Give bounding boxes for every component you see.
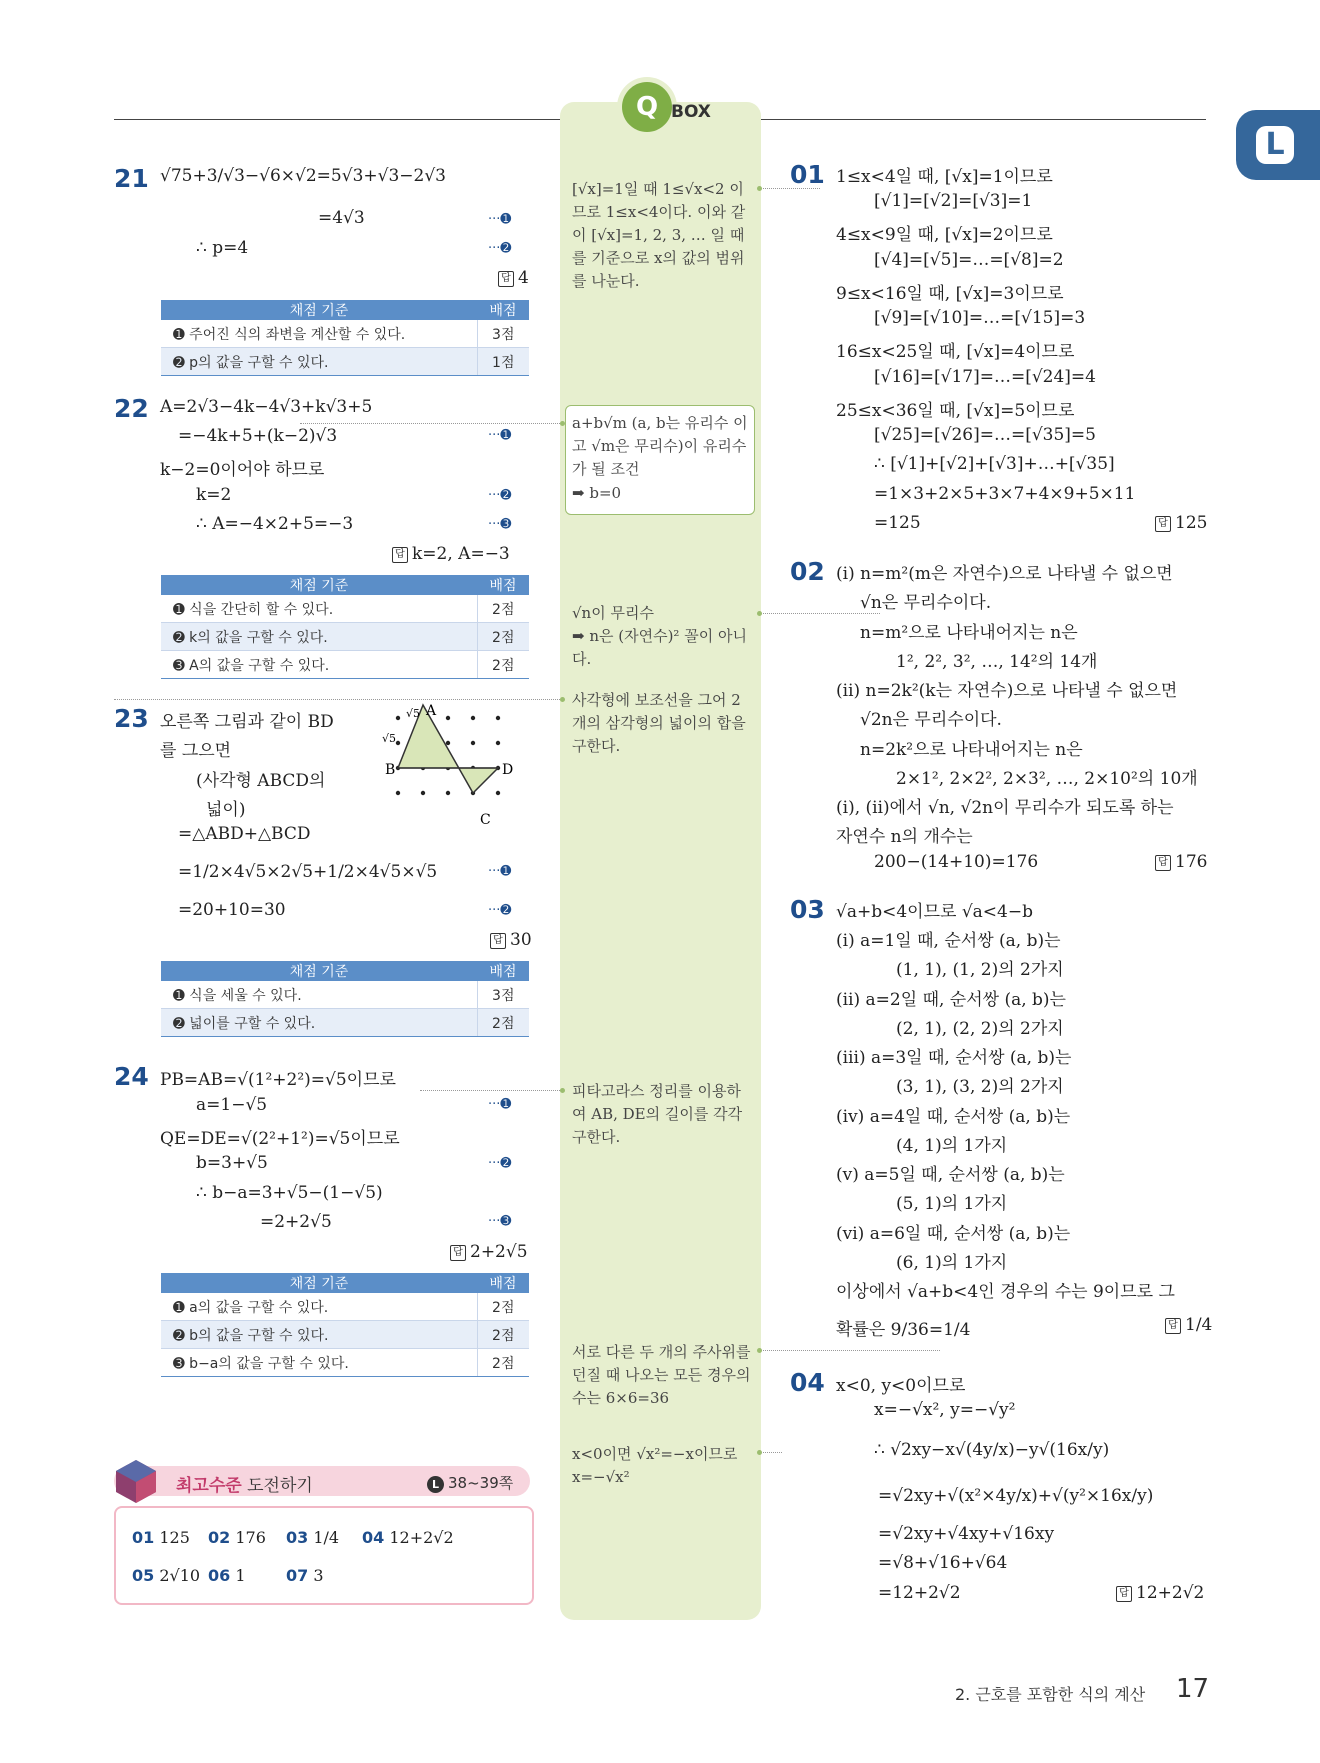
answer-value: k=2, A=−3 bbox=[412, 544, 510, 564]
qbox-badge-icon: Q bbox=[622, 82, 672, 132]
solution-line: (ⅰ) n=m²(m은 자연수)으로 나타낼 수 없으면 bbox=[836, 564, 1173, 584]
answer bbox=[490, 930, 532, 950]
quadrilateral-figure bbox=[378, 702, 534, 830]
table-header: 채점 기준 bbox=[161, 575, 477, 595]
answer-mark-icon: 답 bbox=[1155, 855, 1171, 871]
figure-label: C bbox=[480, 812, 491, 828]
connector-line bbox=[760, 1452, 782, 1453]
solution-line: =√2xy+√4xy+√16xy bbox=[878, 1524, 1055, 1544]
challenge-pages: 38~39쪽 bbox=[448, 1474, 514, 1492]
solution-line: 이상에서 √a+b<4인 경우의 수는 9이므로 그 bbox=[836, 1282, 1175, 1302]
solution-line: =−4k+5+(k−2)√3 bbox=[178, 426, 338, 446]
challenge-page-ref bbox=[427, 1472, 513, 1493]
solution-line: 2×1², 2×2², 2×3², …, 2×10²의 10개 bbox=[896, 769, 1198, 789]
step-marker: ···➋ bbox=[488, 241, 512, 256]
solution-line: QE=DE=√(2²+1²)=√5이므로 bbox=[160, 1129, 400, 1149]
connector-dot bbox=[560, 1088, 565, 1093]
scoring-table bbox=[161, 961, 529, 1037]
problem-number: 21 bbox=[114, 164, 149, 193]
connector-dot bbox=[757, 611, 762, 616]
sidebar-note: a+b√m (a, b는 유리수 이고 √m은 무리수)이 유리수가 될 조건 bbox=[572, 414, 748, 478]
table-cell: ➊ 주어진 식의 좌변을 계산할 수 있다. bbox=[161, 320, 477, 348]
solution-line: ∴ [√1]+[√2]+[√3]+…+[√35] bbox=[874, 454, 1115, 474]
sidebar-note: 피타고라스 정리를 이용하여 AB, DE의 길이를 각각 구한다. bbox=[572, 1082, 743, 1146]
problem-number: 23 bbox=[114, 704, 149, 733]
connector-line bbox=[760, 1350, 940, 1351]
figure-label: B bbox=[385, 762, 396, 778]
answer-value: 1/4 bbox=[1185, 1315, 1213, 1335]
answer-value: 4 bbox=[518, 268, 529, 288]
step-marker: ···➊ bbox=[488, 212, 512, 227]
solution-line: [√25]=[√26]=…=[√35]=5 bbox=[874, 425, 1096, 445]
table-header: 채점 기준 bbox=[161, 300, 477, 320]
solution-line: k−2=0이어야 하므로 bbox=[160, 460, 325, 480]
sidebar-note: [√x]=1일 때 1≤√x<2 이므로 1≤x<4이다. 이와 같이 [√x]=1, 2, 3, … 일 때를 기준으로 x의 값의 범위를 나눈다. bbox=[572, 180, 746, 290]
table-cell: 2점 bbox=[477, 1009, 529, 1037]
table-cell: ➋ 넓이를 구할 수 있다. bbox=[161, 1009, 477, 1037]
table-cell: ➋ b의 값을 구할 수 있다. bbox=[161, 1321, 477, 1349]
table-cell: 2점 bbox=[477, 651, 529, 679]
challenge-item: 04 12+2√2 bbox=[362, 1528, 454, 1547]
answer-value: 125 bbox=[1175, 513, 1208, 533]
solution-line: =4√3 bbox=[318, 208, 365, 228]
table-cell: ➋ p의 값을 구할 수 있다. bbox=[161, 348, 477, 376]
solution-line: =125 bbox=[874, 513, 921, 533]
challenge-item: 03 1/4 bbox=[286, 1528, 340, 1547]
solution-line: √2n은 무리수이다. bbox=[860, 710, 1002, 730]
table-cell: ➊ 식을 세울 수 있다. bbox=[161, 981, 477, 1009]
solution-line: b=3+√5 bbox=[196, 1153, 268, 1173]
answer bbox=[392, 544, 510, 564]
solution-line: A=2√3−4k−4√3+k√3+5 bbox=[160, 397, 373, 417]
answer-mark-icon: 답 bbox=[1155, 516, 1171, 532]
table-cell: 1점 bbox=[477, 348, 529, 376]
table-cell: 2점 bbox=[477, 595, 529, 623]
solution-line: =√8+√16+√64 bbox=[878, 1553, 1008, 1573]
solution-line: √75+3/√3−√6×√2=5√3+√3−2√3 bbox=[160, 166, 446, 186]
connector-dot bbox=[560, 421, 565, 426]
solution-line: 9≤x<16일 때, [√x]=3이므로 bbox=[836, 284, 1064, 304]
table-cell: 2점 bbox=[477, 1293, 529, 1321]
solution-line: (ⅵ) a=6일 때, 순서쌍 (a, b)는 bbox=[836, 1224, 1071, 1244]
solution-line: (6, 1)의 1가지 bbox=[896, 1253, 1008, 1273]
connector-line bbox=[760, 613, 880, 614]
step-marker: ···➌ bbox=[488, 517, 512, 532]
table-header: 채점 기준 bbox=[161, 961, 477, 981]
step-marker: ···➋ bbox=[488, 1156, 512, 1171]
solution-line: ∴ b−a=3+√5−(1−√5) bbox=[196, 1183, 383, 1203]
solution-line: (2, 1), (2, 2)의 2가지 bbox=[896, 1019, 1064, 1039]
table-cell: ➌ A의 값을 구할 수 있다. bbox=[161, 651, 477, 679]
sidebar-note: ➡ b=0 bbox=[572, 484, 622, 502]
scoring-table bbox=[161, 300, 529, 376]
step-marker: ···➋ bbox=[488, 488, 512, 503]
solution-line: 를 그으면 bbox=[160, 741, 232, 761]
qbox-label: BOX bbox=[671, 102, 711, 122]
table-header: 배점 bbox=[477, 300, 529, 320]
answer bbox=[1155, 852, 1207, 872]
answer bbox=[450, 1242, 528, 1262]
challenge-title-rest: 도전하기 bbox=[241, 1476, 313, 1496]
answer-value: 30 bbox=[510, 930, 532, 950]
step-marker: ···➊ bbox=[488, 1097, 512, 1112]
answer bbox=[498, 268, 529, 288]
sidebar-note: x<0이면 √x²=−x이므로 x=−√x² bbox=[572, 1445, 738, 1486]
connector-dot bbox=[560, 697, 565, 702]
solution-line: (3, 1), (3, 2)의 2가지 bbox=[896, 1077, 1064, 1097]
solution-line: 200−(14+10)=176 bbox=[874, 852, 1039, 872]
solution-line: (ⅴ) a=5일 때, 순서쌍 (a, b)는 bbox=[836, 1165, 1065, 1185]
level-l-icon: L bbox=[1256, 126, 1294, 164]
challenge-item: 05 2√10 bbox=[132, 1566, 201, 1585]
sidebar-note: 사각형에 보조선을 그어 2개의 삼각형의 넓이의 합을 구한다. bbox=[572, 691, 746, 755]
solution-line: 16≤x<25일 때, [√x]=4이므로 bbox=[836, 342, 1075, 362]
table-cell: 3점 bbox=[477, 981, 529, 1009]
solution-line: (ⅱ) n=2k²(k는 자연수)으로 나타낼 수 없으면 bbox=[836, 681, 1178, 701]
problem-number: 22 bbox=[114, 394, 149, 423]
challenge-title-bold: 최고수준 bbox=[176, 1476, 242, 1496]
figure-label: √5 bbox=[406, 707, 421, 720]
solution-line: (ⅰ), (ⅱ)에서 √n, √2n이 무리수가 되도록 하는 bbox=[836, 798, 1174, 818]
figure-label: A bbox=[426, 703, 437, 719]
solution-line: (ⅳ) a=4일 때, 순서쌍 (a, b)는 bbox=[836, 1107, 1071, 1127]
solution-line: PB=AB=√(1²+2²)=√5이므로 bbox=[160, 1070, 396, 1090]
table-header: 배점 bbox=[477, 575, 529, 595]
problem-number: 24 bbox=[114, 1062, 149, 1091]
solution-line: (사각형 ABCD의 bbox=[196, 771, 326, 791]
chapter-title: 2. 근호를 포함한 식의 계산 bbox=[955, 1685, 1146, 1704]
solution-line: x=−√x², y=−√y² bbox=[874, 1400, 1016, 1420]
connector-line bbox=[114, 699, 562, 700]
solution-line: =△ABD+△BCD bbox=[178, 824, 311, 844]
solution-line: n=m²으로 나타내어지는 n은 bbox=[860, 623, 1078, 643]
problem-number: 03 bbox=[790, 895, 825, 924]
step-marker: ···➋ bbox=[488, 903, 512, 918]
solution-line: k=2 bbox=[196, 485, 232, 505]
solution-line: [√1]=[√2]=[√3]=1 bbox=[874, 191, 1033, 211]
answer-mark-icon: 답 bbox=[1116, 1586, 1132, 1602]
solution-line: ∴ p=4 bbox=[196, 238, 249, 258]
sidebar-note: 서로 다른 두 개의 주사위를 던질 때 나오는 모든 경우의 수는 6×6=36 bbox=[572, 1343, 751, 1407]
level-circle-icon: L bbox=[427, 1476, 444, 1493]
solution-line: n=2k²으로 나타내어지는 n은 bbox=[860, 740, 1083, 760]
solution-line: √a+b<4이므로 √a<4−b bbox=[836, 902, 1033, 922]
challenge-item: 01 125 bbox=[132, 1528, 190, 1547]
challenge-item: 07 3 bbox=[286, 1566, 324, 1585]
solution-line: [√4]=[√5]=…=[√8]=2 bbox=[874, 250, 1064, 270]
answer-mark-icon: 답 bbox=[498, 271, 514, 287]
connector-dot bbox=[757, 186, 762, 191]
solution-line: x<0, y<0이므로 bbox=[836, 1376, 966, 1396]
solution-line: (ⅲ) a=3일 때, 순서쌍 (a, b)는 bbox=[836, 1048, 1072, 1068]
answer bbox=[1116, 1583, 1204, 1603]
challenge-title bbox=[176, 1471, 313, 1496]
solution-line: (1, 1), (1, 2)의 2가지 bbox=[896, 960, 1064, 980]
cube-icon bbox=[114, 1458, 158, 1504]
connector-dot bbox=[757, 1450, 762, 1455]
answer-mark-icon: 답 bbox=[450, 1245, 466, 1261]
table-header: 배점 bbox=[477, 961, 529, 981]
table-cell: 2점 bbox=[477, 1349, 529, 1377]
answer-mark-icon: 답 bbox=[490, 933, 506, 949]
solution-line: [√16]=[√17]=…=[√24]=4 bbox=[874, 367, 1096, 387]
answer-value: 12+2√2 bbox=[1136, 1583, 1205, 1603]
figure-label: D bbox=[502, 762, 514, 778]
solution-line: 오른쪽 그림과 같이 BD bbox=[160, 712, 334, 732]
solution-line: 자연수 n의 개수는 bbox=[836, 827, 973, 847]
page-number: 17 bbox=[1176, 1674, 1210, 1704]
solution-line: √n은 무리수이다. bbox=[860, 593, 992, 613]
problem-number: 04 bbox=[790, 1368, 825, 1397]
solution-line: =20+10=30 bbox=[178, 900, 286, 920]
solution-line: 4≤x<9일 때, [√x]=2이므로 bbox=[836, 225, 1053, 245]
step-marker: ···➊ bbox=[488, 428, 512, 443]
challenge-item: 02 176 bbox=[208, 1528, 266, 1547]
table-header: 채점 기준 bbox=[161, 1273, 477, 1293]
solution-line: a=1−√5 bbox=[196, 1095, 268, 1115]
table-cell: 2점 bbox=[477, 623, 529, 651]
solution-line: ∴ A=−4×2+5=−3 bbox=[196, 514, 354, 534]
connector-line bbox=[300, 423, 562, 424]
challenge-answers bbox=[114, 1506, 534, 1605]
solution-line: (ⅱ) a=2일 때, 순서쌍 (a, b)는 bbox=[836, 990, 1066, 1010]
connector-dot bbox=[757, 1348, 762, 1353]
answer bbox=[1165, 1315, 1212, 1335]
solution-line: [√9]=[√10]=…=[√15]=3 bbox=[874, 308, 1086, 328]
answer-value: 176 bbox=[1175, 852, 1208, 872]
challenge-item: 06 1 bbox=[208, 1566, 246, 1585]
sidebar-note: √n이 무리수 bbox=[572, 604, 654, 622]
problem-number: 01 bbox=[790, 160, 825, 189]
step-marker: ···➊ bbox=[488, 864, 512, 879]
answer-mark-icon: 답 bbox=[392, 547, 408, 563]
solution-line: 넓이) bbox=[206, 800, 246, 820]
solution-line: ∴ √2xy−x√(4y/x)−y√(16x/y) bbox=[874, 1440, 1110, 1460]
solution-line: =1×3+2×5+3×7+4×9+5×11 bbox=[874, 484, 1136, 504]
table-cell: ➊ a의 값을 구할 수 있다. bbox=[161, 1293, 477, 1321]
table-header: 배점 bbox=[477, 1273, 529, 1293]
table-cell: 3점 bbox=[477, 320, 529, 348]
table-cell: ➋ k의 값을 구할 수 있다. bbox=[161, 623, 477, 651]
level-tab bbox=[1236, 110, 1320, 180]
solution-line: 1², 2², 3², …, 14²의 14개 bbox=[896, 652, 1098, 672]
figure-label: √5 bbox=[382, 732, 397, 745]
sidebar-note: ➡ n은 (자연수)² 꼴이 아니다. bbox=[572, 627, 747, 668]
answer bbox=[1155, 513, 1207, 533]
problem-number: 02 bbox=[790, 557, 825, 586]
solution-line: (5, 1)의 1가지 bbox=[896, 1194, 1008, 1214]
scoring-table bbox=[161, 575, 529, 679]
connector-line bbox=[420, 1090, 562, 1091]
solution-line: 확률은 9/36=1/4 bbox=[836, 1320, 971, 1340]
solution-line: (4, 1)의 1가지 bbox=[896, 1136, 1008, 1156]
table-cell: 2점 bbox=[477, 1321, 529, 1349]
solution-line: =2+2√5 bbox=[260, 1212, 332, 1232]
solution-line: =√2xy+√(x²×4y/x)+√(y²×16x/y) bbox=[878, 1486, 1154, 1506]
table-cell: ➌ b−a의 값을 구할 수 있다. bbox=[161, 1349, 477, 1377]
solution-line: 1≤x<4일 때, [√x]=1이므로 bbox=[836, 167, 1053, 187]
solution-line: =1/2×4√5×2√5+1/2×4√5×√5 bbox=[178, 862, 438, 882]
solution-line: =12+2√2 bbox=[878, 1583, 961, 1603]
solution-line: (ⅰ) a=1일 때, 순서쌍 (a, b)는 bbox=[836, 931, 1061, 951]
scoring-table bbox=[161, 1273, 529, 1377]
answer-mark-icon: 답 bbox=[1165, 1318, 1181, 1334]
table-cell: ➊ 식을 간단히 할 수 있다. bbox=[161, 595, 477, 623]
answer-value: 2+2√5 bbox=[470, 1242, 528, 1262]
step-marker: ···➌ bbox=[488, 1214, 512, 1229]
solution-line: 25≤x<36일 때, [√x]=5이므로 bbox=[836, 401, 1075, 421]
